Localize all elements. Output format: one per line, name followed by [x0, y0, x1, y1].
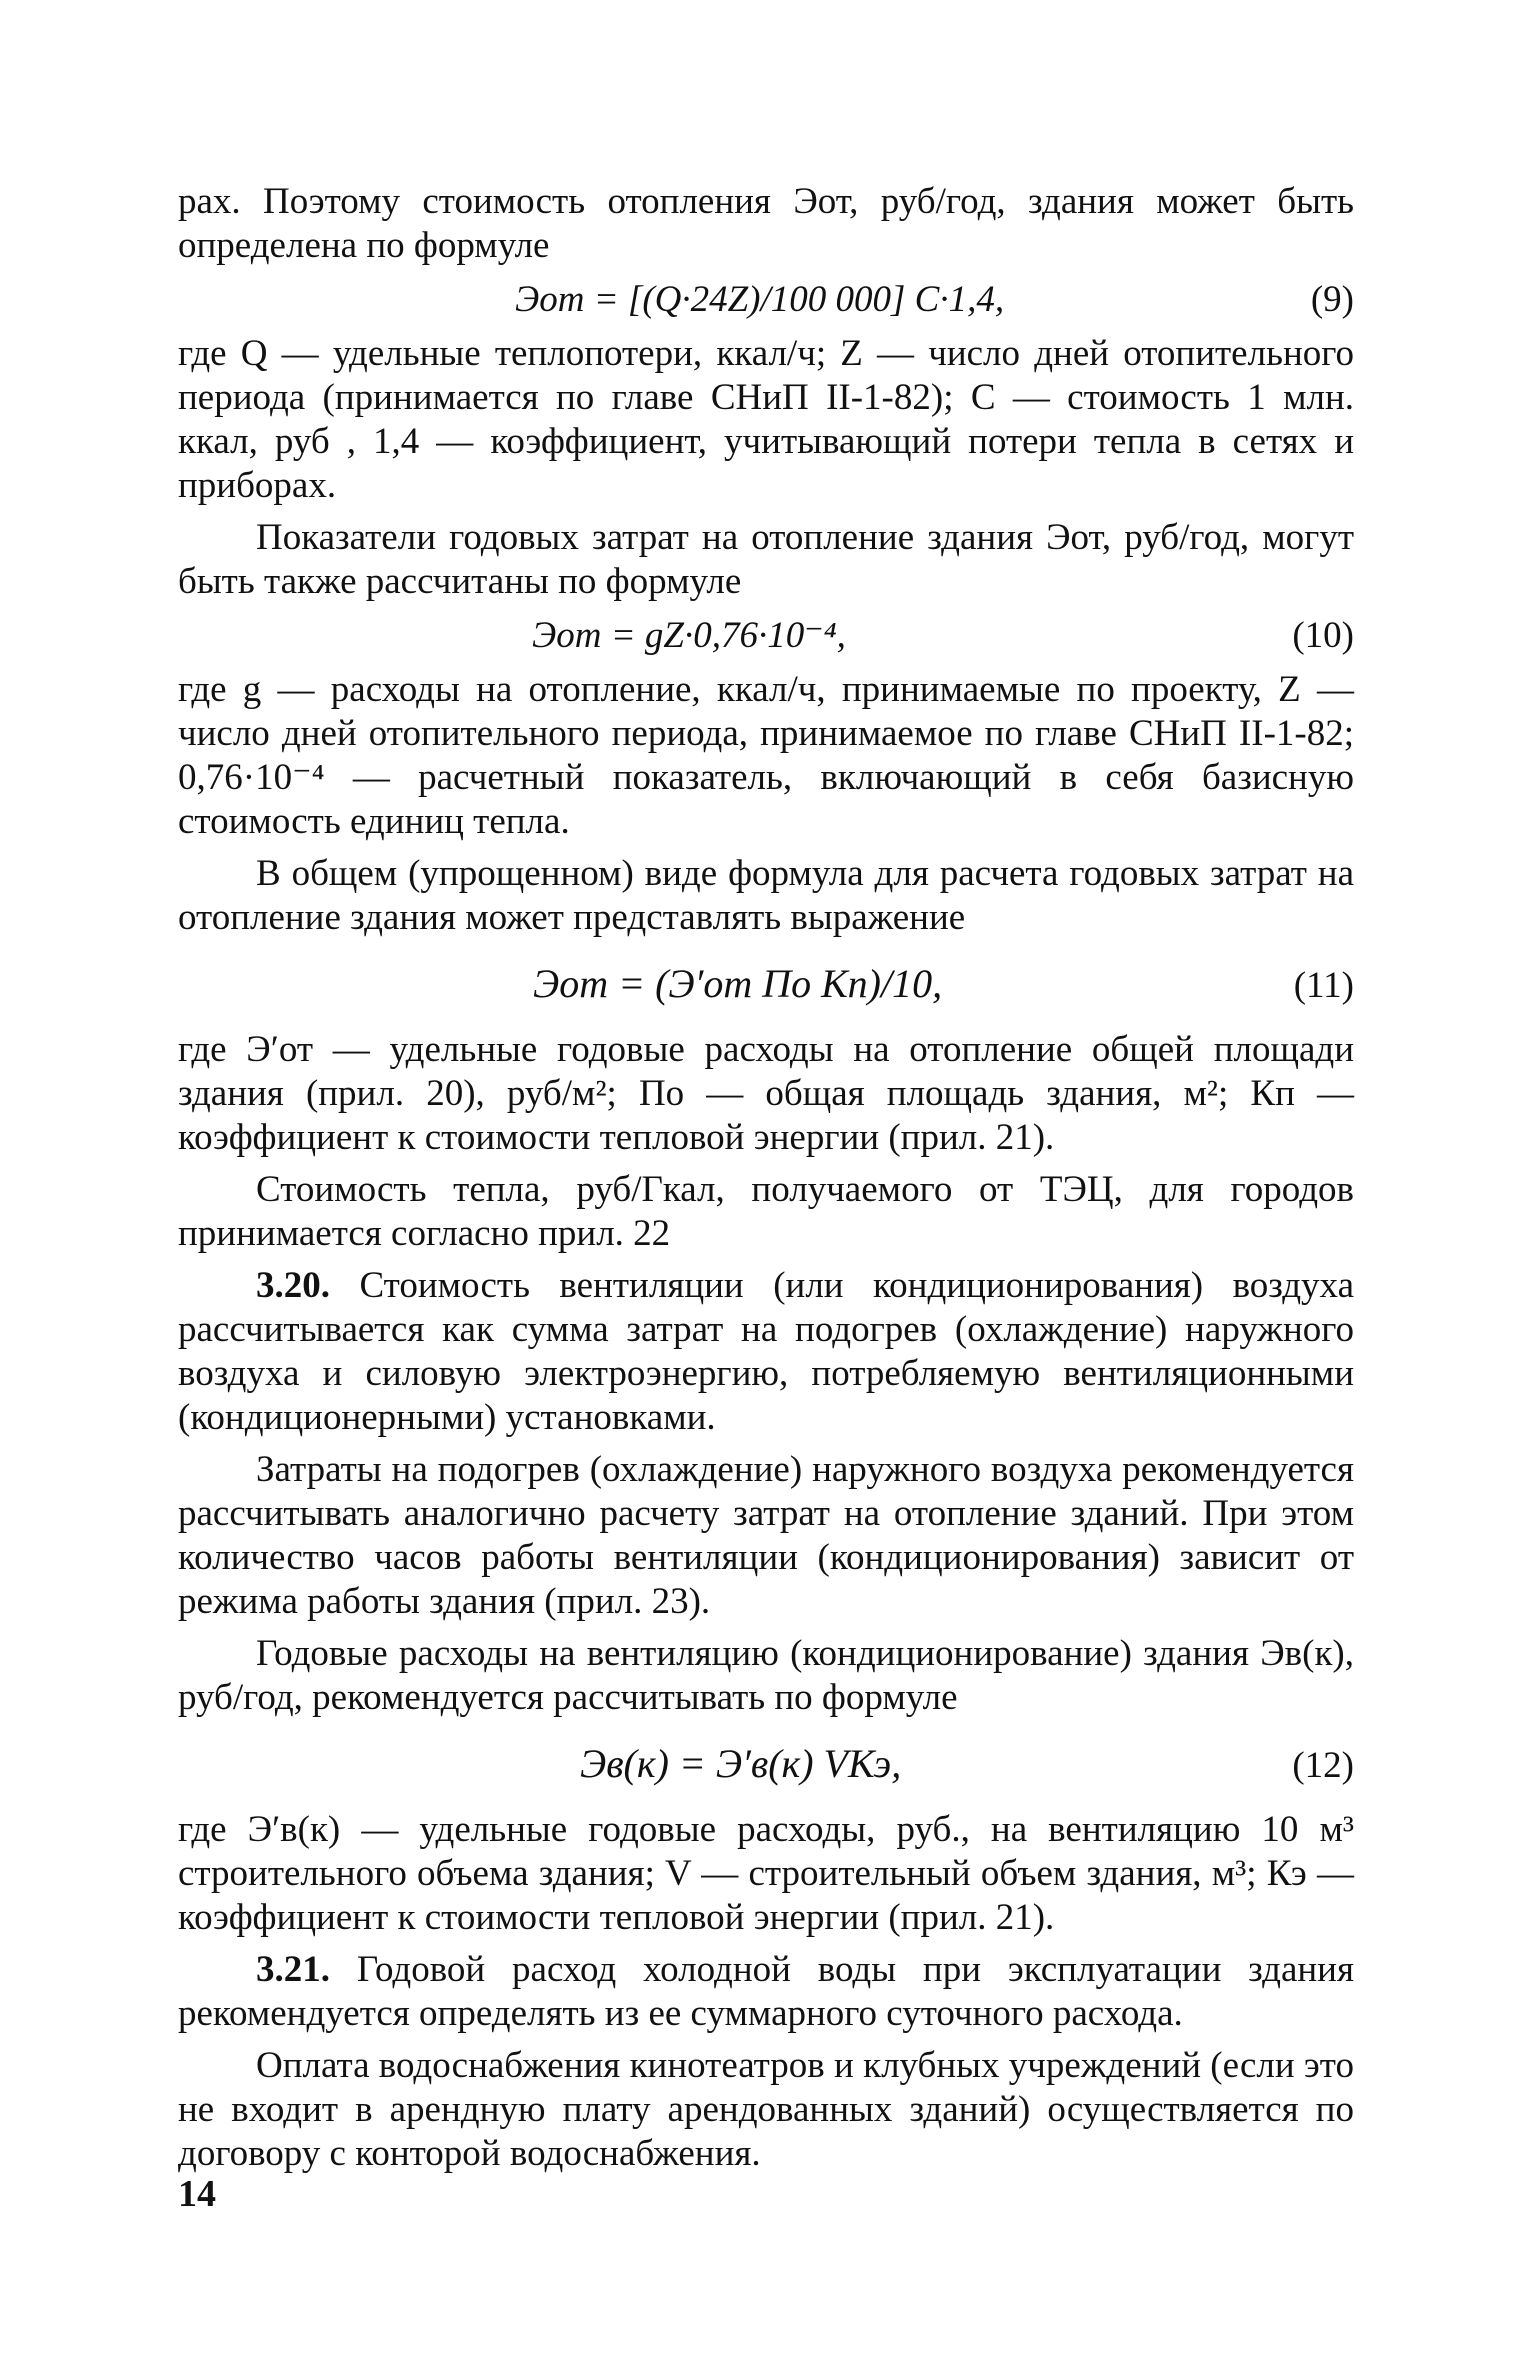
- section-number-3-20: 3.20.: [256, 1265, 330, 1306]
- formula-12-number: (12): [1292, 1745, 1354, 1786]
- formula-11-number: (11): [1293, 965, 1354, 1006]
- page-body: [178, 180, 1354, 2176]
- paragraph-outdoor-air-heating: Затраты на подогрев (охлаждение) наружного воздуха рекомендуется рассчитывать аналогично расчету затрат на отопление зданий. При этом количество часов работы вентиляции (кондиционирования) зависит от режима работы здания (прил. 23).: [178, 1449, 1354, 1622]
- paragraph-formula-10-legend: где g — расходы на отопление, ккал/ч, принимаемые по проекту, Z — число дней отопительного периода, принимаемое по главе СНиП II-1-82; 0,76·10⁻⁴ — расчетный показатель, включающий в себя базисную стоимость единиц тепла.: [178, 669, 1354, 842]
- paragraph-section-3-20: [178, 1264, 1354, 1440]
- paragraph-formula-12-legend: где Э′в(к) — удельные годовые расходы, руб., на вентиляцию 10 м³ строительного объема здания; V — строительный объем здания, м³; Кэ — коэффициент к стоимости тепловой энергии (прил. 21).: [178, 1809, 1354, 1938]
- paragraph-formula-11-legend: где Э′от — удельные годовые расходы на отопление общей площади здания (прил. 20), руб/м²; По — общая площадь здания, м²; Кп — коэффициент к стоимости тепловой энергии (прил. 21).: [178, 1029, 1354, 1158]
- formula-12-expression: Эв(к) = Э′в(к) VКэ,: [580, 1741, 902, 1786]
- formula-9-number: (9): [1310, 279, 1354, 320]
- paragraph-heat-cost-tec: Стоимость тепла, руб/Гкал, получаемого от ТЭЦ, для городов принимается согласно прил. 22: [178, 1169, 1354, 1254]
- formula-10-number: (10): [1292, 615, 1354, 656]
- section-3-21-text: Годовой расход холодной воды при эксплуатации здания рекомендуется определять из ее суммарного суточного расхода.: [178, 1949, 1354, 2034]
- paragraph-heating-cost-intro: рах. Поэтому стоимость отопления Эот, руб/год, здания может быть определена по формуле: [178, 181, 1354, 266]
- paragraph-water-supply-payment: Оплата водоснабжения кинотеатров и клубных учреждений (если это не входит в арендную плату арендованных зданий) осуществляется по договору с конторой водоснабжения.: [178, 2045, 1354, 2174]
- formula-10: [178, 614, 1354, 658]
- paragraph-formula-9-legend: где Q — удельные теплопотери, ккал/ч; Z — число дней отопительного периода (принимается по главе СНиП II-1-82); C — стоимость 1 млн. ккал, руб , 1,4 — коэффициент, учитывающий потери тепла в сетях и приборах.: [178, 333, 1354, 506]
- paragraph-ventilation-costs: Годовые расходы на вентиляцию (кондиционирование) здания Эв(к), руб/год, рекомендуется рассчитывать по формуле: [178, 1633, 1354, 1718]
- formula-12: [178, 1736, 1354, 1796]
- paragraph-heating-indicators: Показатели годовых затрат на отопление здания Эот, руб/год, могут быть также рассчитаны по формуле: [178, 517, 1354, 602]
- formula-9: [178, 278, 1354, 322]
- formula-10-expression: Эот = gZ·0,76·10⁻⁴,: [532, 615, 846, 656]
- formula-11-expression: Эот = (Э′от По Кп)/10,: [533, 961, 943, 1006]
- formula-11: [178, 956, 1354, 1016]
- page-number: 14: [178, 2173, 216, 2215]
- formula-9-expression: Эот = [(Q·24Z)/100 000] C·1,4,: [515, 279, 1005, 320]
- paragraph-section-3-21: [178, 1948, 1354, 2036]
- paragraph-simplified-formula: В общем (упрощенном) виде формула для расчета годовых затрат на отопление здания может представлять выражение: [178, 853, 1354, 938]
- section-3-20-text: Стоимость вентиляции (или кондиционирования) воздуха рассчитывается как сумма затрат на подогрев (охлаждение) наружного воздуха и силовую электроэнергию, потребляемую вентиляционными (кондиционерными) установками.: [178, 1265, 1354, 1438]
- section-number-3-21: 3.21.: [256, 1949, 330, 1990]
